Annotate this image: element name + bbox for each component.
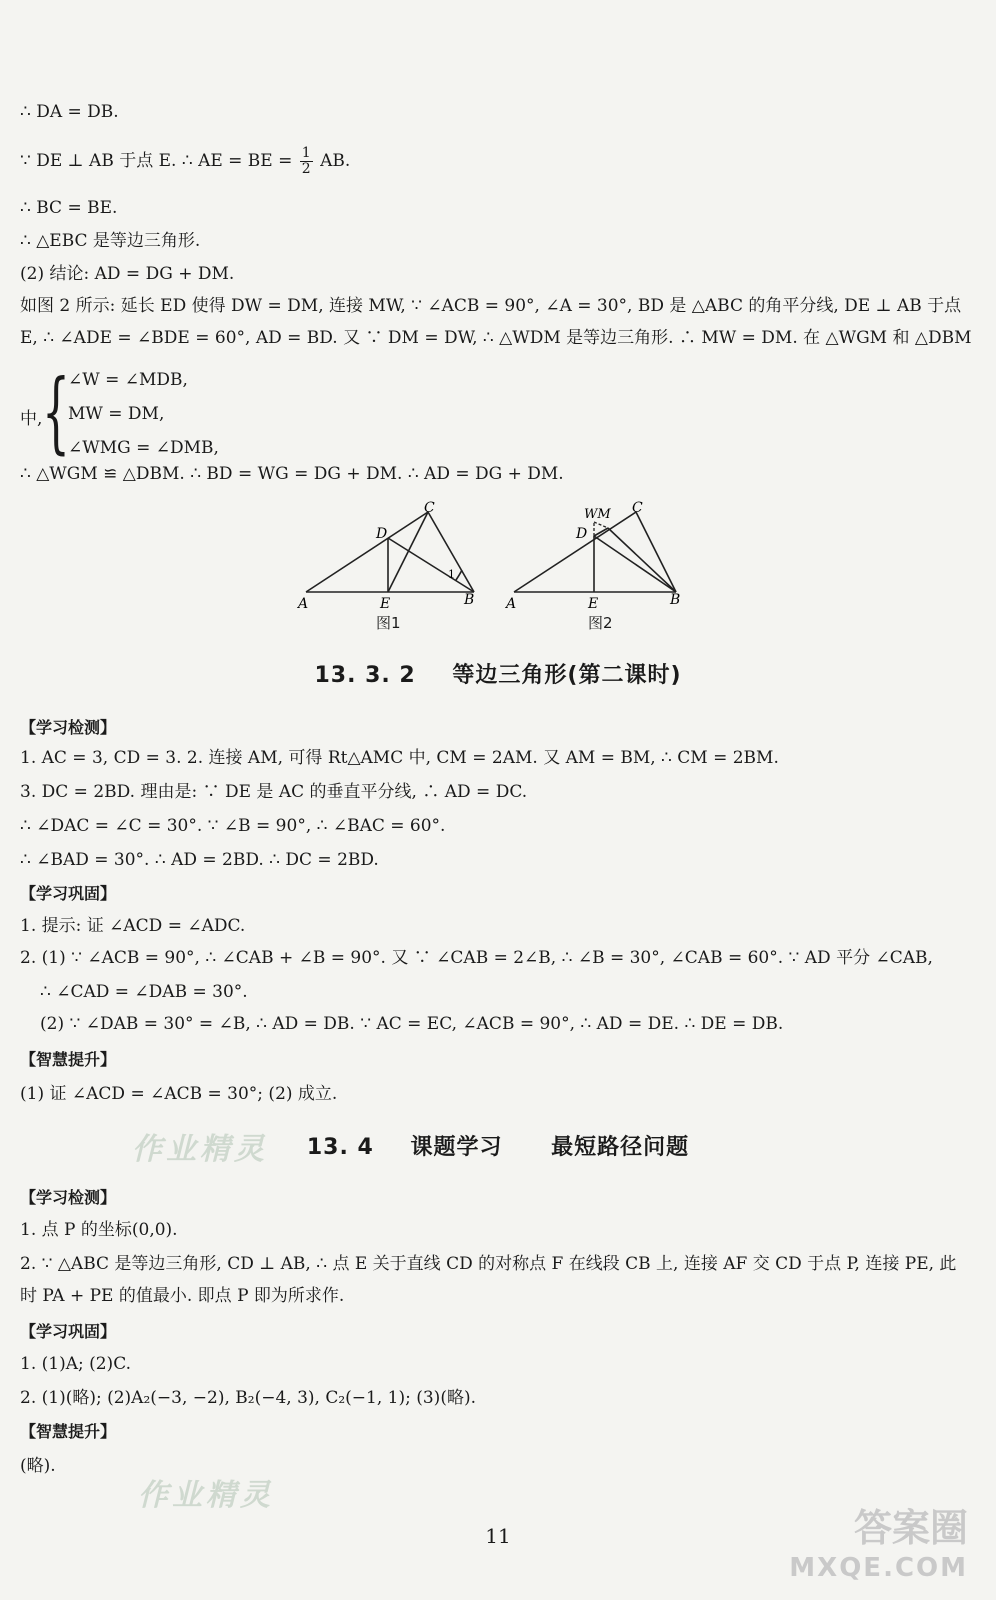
figure-2-diagram bbox=[504, 498, 694, 610]
label-a: A bbox=[506, 596, 517, 610]
answer-line: ∴ ∠DAC = ∠C = 30°. ∵ ∠B = 90°, ∴ ∠BAC = 60°. bbox=[20, 816, 446, 836]
subsection-tag: 【学习检测】 bbox=[20, 718, 117, 737]
answer-line: ∴ ∠BAD = 30°. ∴ AD = 2BD. ∴ DC = 2BD. bbox=[20, 850, 379, 870]
subsection-tag: 【智慧提升】 bbox=[20, 1050, 117, 1069]
answer-line: 3. DC = 2BD. 理由是: ∵ DE 是 AC 的垂直平分线, ∴ AD = DC. bbox=[20, 782, 528, 802]
label-angle-1: 1 bbox=[448, 568, 455, 581]
answer-line: 2. ∵ △ABC 是等边三角形, CD ⊥ AB, ∴ 点 E 关于直线 CD 的对称点 F 在线段 CB 上, 连接 AF 交 CD 于点 P, 连接 PE, 此 bbox=[20, 1254, 957, 1274]
brand-url: MXQE.COM bbox=[789, 1553, 968, 1583]
angle-mark-1 bbox=[456, 570, 462, 580]
label-b: B bbox=[670, 592, 681, 608]
section-subtitle: 最短路径问题 bbox=[551, 1135, 690, 1160]
text-fragment: ∵ DE ⊥ AB 于点 E. ∴ AE = BE = bbox=[20, 151, 293, 171]
watermark-text: 作业精灵 bbox=[132, 1132, 268, 1167]
section-heading bbox=[0, 1130, 996, 1161]
fraction bbox=[300, 146, 313, 177]
text-line: ∴ BC = BE. bbox=[20, 198, 118, 218]
label-e: E bbox=[380, 596, 391, 610]
section-number: 13. 4 bbox=[306, 1135, 374, 1160]
segment-db bbox=[594, 536, 676, 592]
condition-item: ∠W = ∠MDB, bbox=[68, 370, 188, 390]
condition-item: MW = DM, bbox=[68, 404, 165, 424]
label-d: D bbox=[576, 526, 588, 542]
segment-cb bbox=[636, 512, 676, 592]
watermark-text: 作业精灵 bbox=[138, 1478, 274, 1513]
label-e: E bbox=[588, 596, 599, 610]
section-heading bbox=[0, 658, 996, 689]
brand-watermark bbox=[789, 1508, 968, 1588]
section-number: 13. 3. 2 bbox=[314, 663, 416, 688]
label-wm: WM bbox=[584, 507, 611, 522]
subsection-tag: 【学习巩固】 bbox=[20, 1322, 117, 1341]
label-d: D bbox=[376, 526, 388, 542]
answer-line: 1. 提示: 证 ∠ACD = ∠ADC. bbox=[20, 916, 246, 936]
answer-line: 1. (1)A; (2)C. bbox=[20, 1354, 131, 1374]
answer-line: 2. (1) ∵ ∠ACB = 90°, ∴ ∠CAB + ∠B = 90°. 又 ∵ ∠CAB = 2∠B, ∴ ∠B = 30°, ∠CAB = 60°. ∵ AD 平分 ∠CAB, bbox=[20, 948, 933, 968]
answer-line: (略). bbox=[20, 1456, 56, 1476]
brace-prefix: 中, bbox=[20, 409, 43, 429]
figure-2-caption: 图2 bbox=[588, 614, 613, 632]
text-fragment: AB. bbox=[320, 151, 351, 171]
text-line: ∴ △WGM ≌ △DBM. ∴ BD = WG = DG + DM. ∴ AD = DG + DM. bbox=[20, 464, 564, 484]
segment-mb bbox=[608, 528, 676, 592]
brace-symbol: { bbox=[42, 360, 70, 463]
fraction-numerator: 1 bbox=[301, 145, 311, 161]
brand-name: 答案圈 bbox=[853, 1506, 968, 1550]
subsection-tag: 【智慧提升】 bbox=[20, 1422, 117, 1441]
label-b: B bbox=[464, 592, 475, 608]
answer-line: ∴ ∠CAD = ∠DAB = 30°. bbox=[40, 982, 248, 1002]
answer-line: 1. AC = 3, CD = 3. 2. 连接 AM, 可得 Rt△AMC 中, CM = 2AM. 又 AM = BM, ∴ CM = 2BM. bbox=[20, 748, 779, 768]
segment-ec bbox=[388, 512, 428, 592]
label-a: A bbox=[298, 596, 309, 610]
text-line bbox=[20, 146, 976, 177]
answer-line: 1. 点 P 的坐标(0,0). bbox=[20, 1220, 178, 1240]
text-line: ∴ △EBC 是等边三角形. bbox=[20, 231, 201, 251]
subsection-tag: 【学习巩固】 bbox=[20, 884, 117, 903]
label-c: C bbox=[632, 500, 643, 516]
answer-line: 时 PA + PE 的值最小. 即点 P 即为所求作. bbox=[20, 1286, 345, 1306]
answer-line: 2. (1)(略); (2)A₂(−3, −2), B₂(−4, 3), C₂(−1, 1); (3)(略). bbox=[20, 1388, 476, 1408]
text-line: ∴ DA = DB. bbox=[20, 102, 119, 122]
figure-1-diagram bbox=[296, 498, 486, 610]
subsection-tag: 【学习检测】 bbox=[20, 1188, 117, 1207]
label-c: C bbox=[424, 500, 435, 516]
text-line: E, ∴ ∠ADE = ∠BDE = 60°, AD = BD. 又 ∵ DM = DW, ∴ △WDM 是等边三角形. ∴ MW = DM. 在 △WGM 和 △DBM bbox=[20, 328, 972, 348]
condition-item: ∠WMG = ∠DMB, bbox=[68, 438, 219, 458]
text-line: (2) 结论: AD = DG + DM. bbox=[20, 264, 235, 284]
congruence-conditions bbox=[20, 360, 620, 464]
section-title: 课题学习 bbox=[410, 1135, 503, 1160]
answer-line: (1) 证 ∠ACD = ∠ACB = 30°; (2) 成立. bbox=[20, 1084, 338, 1104]
section-title: 等边三角形(第二课时) bbox=[452, 663, 682, 688]
page-number: 11 bbox=[485, 1524, 511, 1548]
fraction-denominator: 2 bbox=[301, 161, 311, 177]
answer-line: (2) ∵ ∠DAB = 30° = ∠B, ∴ AD = DB. ∵ AC = EC, ∠ACB = 90°, ∴ AD = DE. ∴ DE = DB. bbox=[40, 1014, 784, 1034]
text-line: 如图 2 所示: 延长 ED 使得 DW = DM, 连接 MW, ∵ ∠ACB = 90°, ∠A = 30°, BD 是 △ABC 的角平分线, DE ⊥ AB 于点 bbox=[20, 296, 962, 316]
segment-wm-dashed bbox=[594, 522, 608, 528]
figure-1-caption: 图1 bbox=[376, 614, 401, 632]
